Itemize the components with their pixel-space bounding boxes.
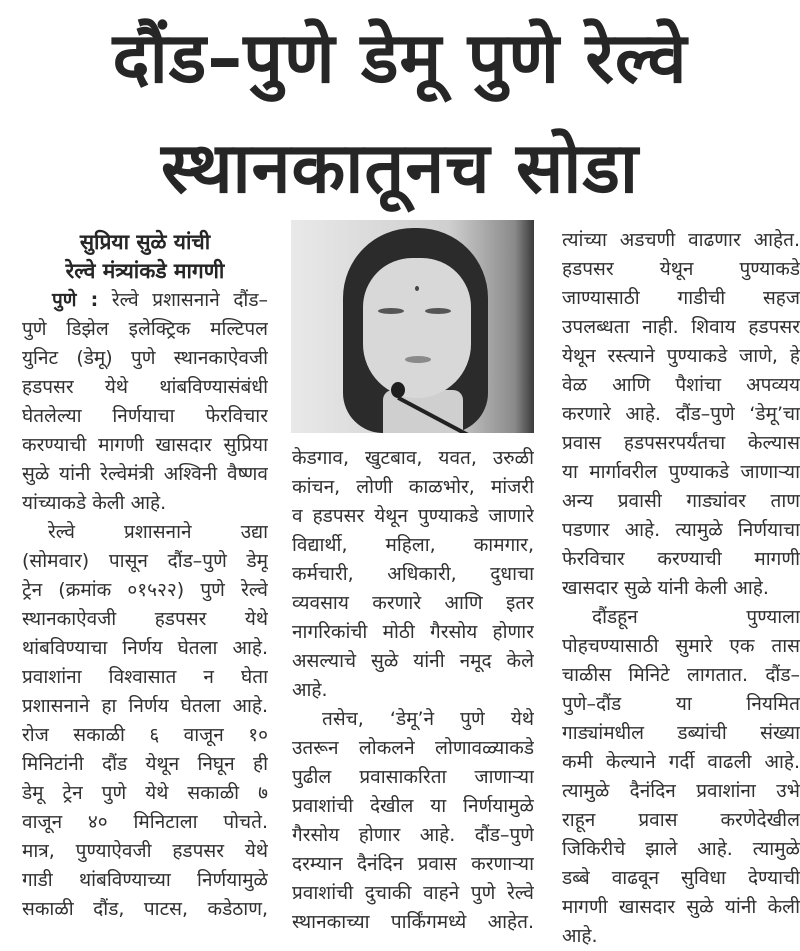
- article-line: कर्मचारी, अधिकारी, दुधाचा: [292, 563, 534, 585]
- photo-face: [363, 258, 471, 398]
- article-line: प्रवाशांची दुचाकी वाहने पुणे रेल्वे: [292, 882, 534, 904]
- article-line: युनिट (डेमू) पुणे स्थानकाऐवजी: [22, 347, 268, 369]
- article-line: उपलब्धता नाही. शिवाय हडपसर: [562, 316, 800, 338]
- article-line: (सोमवार) पासून दौंड–पुणे डेमू: [22, 550, 268, 572]
- article-line: व्यवसाय करणारे आणि इतर: [292, 592, 534, 614]
- article-line: जिकिरीचे झाले आहे. त्यामुळे: [562, 838, 800, 860]
- article-line: मिनिटांनी दौंड येथून निघून ही: [22, 753, 268, 775]
- article-line: या मार्गावरील पुण्याकडे जाणाऱ्या: [562, 461, 800, 483]
- article-line: मात्र, पुण्याऐवजी हडपसर येथे: [22, 840, 268, 862]
- subheadline-line-1: सुप्रिया सुळे यांची: [79, 230, 211, 254]
- headline-line-1: दौंड–पुणे डेमू पुणे रेल्वे: [112, 17, 688, 99]
- article-line: प्रशासनाने हा निर्णय घेतला आहे.: [22, 695, 268, 717]
- article-line: चाळीस मिनिटे लागतात. दौंड–: [562, 664, 800, 686]
- article-line: वाजून ४० मिनिटाला पोचते.: [22, 811, 268, 833]
- article-line: राहून प्रवास करणेदेखील: [562, 809, 800, 831]
- article-line: दौंडहून पुण्याला: [592, 606, 800, 628]
- article-line: थांबविण्याचा निर्णय घेतला आहे.: [22, 637, 268, 659]
- article-line: पोहचण्यासाठी सुमारे एक तास: [562, 635, 800, 657]
- article-line: जाण्यासाठी गाडीची सहज: [562, 287, 800, 309]
- article-line: कमी केल्याने गर्दी वाढली आहे.: [562, 751, 800, 773]
- article-line: फेरविचार करण्याची मागणी: [562, 548, 800, 570]
- article-line: प्रवाशांची देखील या निर्णयामुळे: [292, 795, 534, 817]
- photo-eye-right: [425, 308, 451, 314]
- article-column-2: [292, 444, 534, 937]
- article-line: रोज सकाळी ६ वाजून १०: [22, 724, 268, 746]
- headline-line-2: स्थानकातूनच सोडा: [160, 127, 640, 209]
- article-line: त्यामुळे दैनंदिन प्रवाशांना उभे: [562, 780, 800, 802]
- article-line: आहे.: [562, 925, 598, 947]
- article-line: येथून रस्त्याने पुण्याकडे जाणे, हे: [562, 345, 800, 367]
- photo-bindi: [415, 286, 419, 291]
- article-line: असल्याचे सुळे यांनी नमूद केले: [292, 650, 534, 672]
- article-line: पडणार आहे. त्यामुळे निर्णयाचा: [562, 519, 800, 541]
- article-line: यांच्याकडे केली आहे.: [22, 492, 167, 514]
- article-line: उतरून लोकलने लोणावळ्याकडे: [292, 737, 534, 759]
- article-line: गाड्यांमधील डब्यांची संख्या: [562, 722, 800, 744]
- photo-eye-left: [378, 308, 404, 314]
- article-line: रेल्वे प्रशासनाने उद्या: [48, 521, 268, 543]
- article-line: वेळ आणि पैशांचा अपव्यय: [562, 374, 800, 396]
- subheadline-line-2: रेल्वे मंत्र्यांकडे मागणी: [65, 259, 225, 283]
- photo-mouth: [405, 356, 431, 363]
- article-line: केडगाव, खुटबाव, यवत, उरुळी: [292, 447, 534, 469]
- article-line: प्रवास हडपसरपर्यंतचा केल्यास: [562, 432, 800, 454]
- article-line: करणारे आहे. दौंड–पुणे ‘डेमू’चा: [562, 403, 800, 425]
- article-line: सकाळी दौंड, पाटस, कडेठाण,: [22, 898, 268, 920]
- article-line: विद्यार्थी, महिला, कामगार,: [292, 534, 534, 556]
- microphone-icon: [391, 382, 405, 398]
- article-line: करण्याची मागणी खासदार सुप्रिया: [22, 434, 268, 456]
- portrait-photo: [291, 220, 534, 433]
- article-line: हडपसर येथून पुण्याकडे: [562, 258, 800, 280]
- article-line: नागरिकांची मोठी गैरसोय होणार: [292, 621, 534, 643]
- article-line: पुणे–दौंड या नियमित: [562, 693, 800, 715]
- dateline: पुणे :: [52, 289, 99, 311]
- article-line: प्रवाशांना विश्वासात न घेता: [22, 666, 268, 688]
- article-line: डब्बे वाढवून सुविधा देण्याची: [562, 867, 800, 889]
- article-line: घेतलेल्या निर्णयाचा फेरविचार: [22, 405, 268, 427]
- article-line: डेमू ट्रेन पुणे येथे सकाळी ७: [22, 782, 268, 804]
- article-line: अन्य प्रवासी गाड्यांवर ताण: [562, 490, 800, 512]
- article-line: स्थानकाच्या पार्किंगमध्ये आहेत.: [292, 911, 534, 933]
- article-line: सुळे यांनी रेल्वेमंत्री अश्विनी वैष्णव: [22, 463, 268, 485]
- article-line: पुणे : रेल्वे प्रशासनाने दौंड–: [52, 289, 268, 311]
- article-line: स्थानकाऐवजी हडपसर येथे: [22, 608, 268, 630]
- article-line: खासदार सुळे यांनी केली आहे.: [562, 577, 769, 599]
- article-column-3: [562, 226, 800, 951]
- article-line: पुणे डिझेल इलेक्ट्रिक मल्टिपल: [22, 318, 268, 340]
- article-line: आहे.: [292, 679, 328, 701]
- article-line: ट्रेन (क्रमांक ०१५२२) पुणे रेल्वे: [22, 579, 268, 601]
- article-line: हडपसर येथे थांबविण्यासंबंधी: [22, 376, 268, 398]
- article-line: दरम्यान दैनंदिन प्रवास करणाऱ्या: [292, 853, 534, 875]
- article-line: तसेच, ‘डेमू’ने पुणे येथे: [322, 708, 534, 730]
- article-line: पुढील प्रवासाकरिता जाणाऱ्या: [292, 766, 534, 788]
- article-line: गैरसोय होणार आहे. दौंड–पुणे: [292, 824, 534, 846]
- article-line: मागणी खासदार सुळे यांनी केली: [562, 896, 800, 918]
- article-line: त्यांच्या अडचणी वाढणार आहेत.: [562, 229, 800, 251]
- article-line: व हडपसर येथून पुण्याकडे जाणारे: [292, 505, 534, 527]
- article-line: गाडी थांबविण्याच्या निर्णयामुळे: [22, 869, 268, 891]
- article-line: कांचन, लोणी काळभोर, मांजरी: [292, 476, 534, 498]
- article-column-1: [22, 228, 268, 924]
